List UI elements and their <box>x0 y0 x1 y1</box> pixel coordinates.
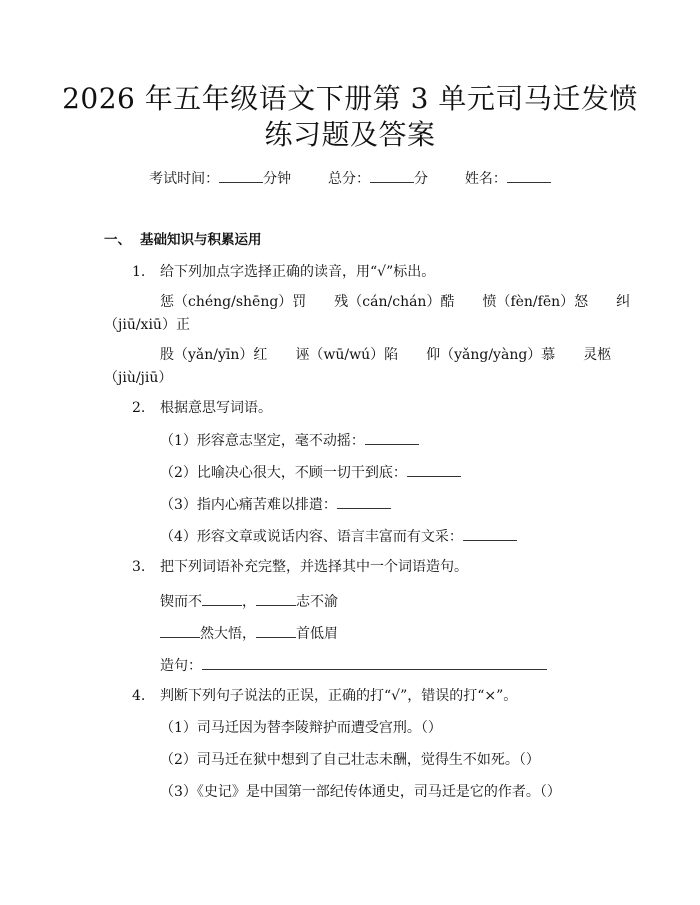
item-text: （1）形容意志坚定，毫不动摇： <box>160 433 365 449</box>
pinyin-line-1: 惩（chéng/shēng）罚 残（cán/chán）酷 愤（fèn/fēn）怒 纠 <box>160 294 631 310</box>
item-text: （2）比喻决心很大，不顾一切干到底： <box>160 465 407 481</box>
name-blank[interactable] <box>507 168 551 183</box>
q2-item-3 <box>160 494 391 514</box>
exam-meta <box>0 168 700 188</box>
separator: ， <box>242 594 256 610</box>
question-prompt: 根据意思写词语。 <box>160 400 272 416</box>
q2-item-4 <box>160 526 517 546</box>
question-number: 4. <box>132 688 146 704</box>
question-2 <box>132 399 272 417</box>
q4-item-1: （1）司马迁因为替李陵辩护而遭受宫刑。（） <box>160 720 442 736</box>
section-heading <box>104 231 262 249</box>
question-prompt: 把下列词语补充完整，并选择其中一个词语造句。 <box>160 559 468 575</box>
answer-blank[interactable] <box>407 462 461 477</box>
pinyin-line-2-cont: （jiù/jiū） <box>104 370 173 386</box>
q3-sentence <box>160 655 547 675</box>
word-part: 然大悟， <box>200 626 256 642</box>
word-part: 志不渝 <box>296 594 338 610</box>
score-label: 总分： <box>328 171 370 187</box>
answer-blank[interactable] <box>256 591 296 606</box>
item-text: （4）形容文章或说话内容、语言丰富而有文采： <box>160 529 463 545</box>
time-blank[interactable] <box>219 168 263 183</box>
question-prompt: 判断下列句子说法的正误，正确的打“√”，错误的打“×”。 <box>160 688 518 704</box>
q4-item-3: （3）《史记》是中国第一部纪传体通史，司马迁是它的作者。（） <box>160 784 561 800</box>
answer-blank[interactable] <box>160 623 200 638</box>
question-number: 1. <box>132 264 146 280</box>
answer-blank[interactable] <box>202 591 242 606</box>
question-3 <box>132 558 468 576</box>
q2-item-1 <box>160 430 419 450</box>
answer-blank[interactable] <box>365 430 419 445</box>
answer-blank[interactable] <box>463 526 517 541</box>
score-blank[interactable] <box>370 168 414 183</box>
question-4 <box>132 687 517 705</box>
section-number: 一、 <box>104 232 131 248</box>
pinyin-line-1-cont: （jiū/xiū）正 <box>104 317 190 333</box>
q3-word-row-2 <box>160 623 338 643</box>
page-title-line-2: 练习题及答案 <box>264 118 436 151</box>
section-title: 基础知识与积累运用 <box>140 232 262 248</box>
q3-word-row-1 <box>160 591 338 611</box>
sentence-blank[interactable] <box>202 655 547 670</box>
time-unit: 分钟 <box>263 171 292 187</box>
page-title-line-1: 2026 年五年级语文下册第 3 单元司马迁发愤 <box>62 82 638 115</box>
question-prompt: 给下列加点字选择正确的读音，用“√”标出。 <box>160 264 436 280</box>
time-label: 考试时间： <box>149 171 220 187</box>
question-number: 3. <box>132 559 146 575</box>
question-1 <box>132 263 435 281</box>
item-text: （3）指内心痛苦难以排遣： <box>160 497 337 513</box>
pinyin-line-2: 股（yǎn/yīn）红 诬（wū/wú）陷 仰（yǎng/yàng）慕 灵柩 <box>160 347 612 363</box>
sentence-label: 造句： <box>160 658 202 674</box>
q2-item-2 <box>160 462 461 482</box>
word-part: 锲而不 <box>160 594 202 610</box>
name-label: 姓名： <box>464 171 507 187</box>
answer-blank[interactable] <box>256 623 296 638</box>
word-part: 首低眉 <box>296 626 338 642</box>
q4-item-2: （2）司马迁在狱中想到了自己壮志未酬，觉得生不如死。（） <box>160 752 540 768</box>
question-number: 2. <box>132 400 146 416</box>
score-unit: 分 <box>414 171 428 187</box>
answer-blank[interactable] <box>337 494 391 509</box>
